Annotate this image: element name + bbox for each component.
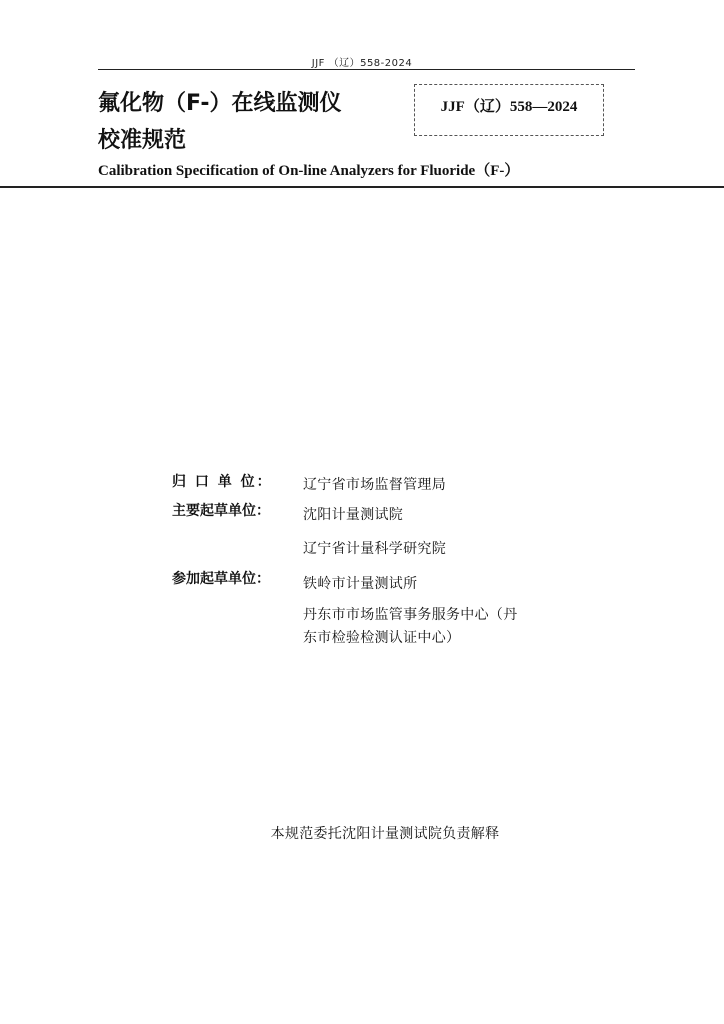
participating-drafting-unit-value-2: 丹东市市场监管事务服务中心（丹	[303, 607, 518, 623]
header-rule	[98, 69, 635, 70]
main-drafting-unit-label: 主要起草单位：	[172, 503, 270, 519]
participating-drafting-unit-value-3: 东市检验检测认证中心）	[303, 630, 461, 646]
main-drafting-unit-value-1: 沈阳计量测试院	[303, 507, 404, 523]
interpretation-note: 本规范委托沈阳计量测试院负责解释	[270, 826, 500, 842]
main-drafting-unit-value-2: 辽宁省计量科学研究院	[303, 541, 446, 557]
standard-code-box	[414, 84, 604, 136]
title-rule	[0, 186, 724, 188]
document-title-cn-line2: 校准规范	[98, 128, 187, 153]
document-title-cn-line1: 氟化物（F-）在线监测仪	[98, 91, 342, 116]
responsible-unit-value: 辽宁省市场监督管理局	[303, 477, 446, 493]
responsible-unit-label: 归 口 单 位：	[172, 474, 273, 490]
participating-drafting-unit-value-1: 铁岭市计量测试所	[303, 576, 418, 592]
participating-drafting-unit-label: 参加起草单位：	[172, 571, 270, 587]
running-header: JJF （辽）558-2024	[311, 58, 413, 69]
standard-code: JJF（辽）558—2024	[440, 99, 578, 115]
document-title-en: Calibration Specification of On-line Analyzers for Fluoride（F-）	[98, 163, 520, 179]
